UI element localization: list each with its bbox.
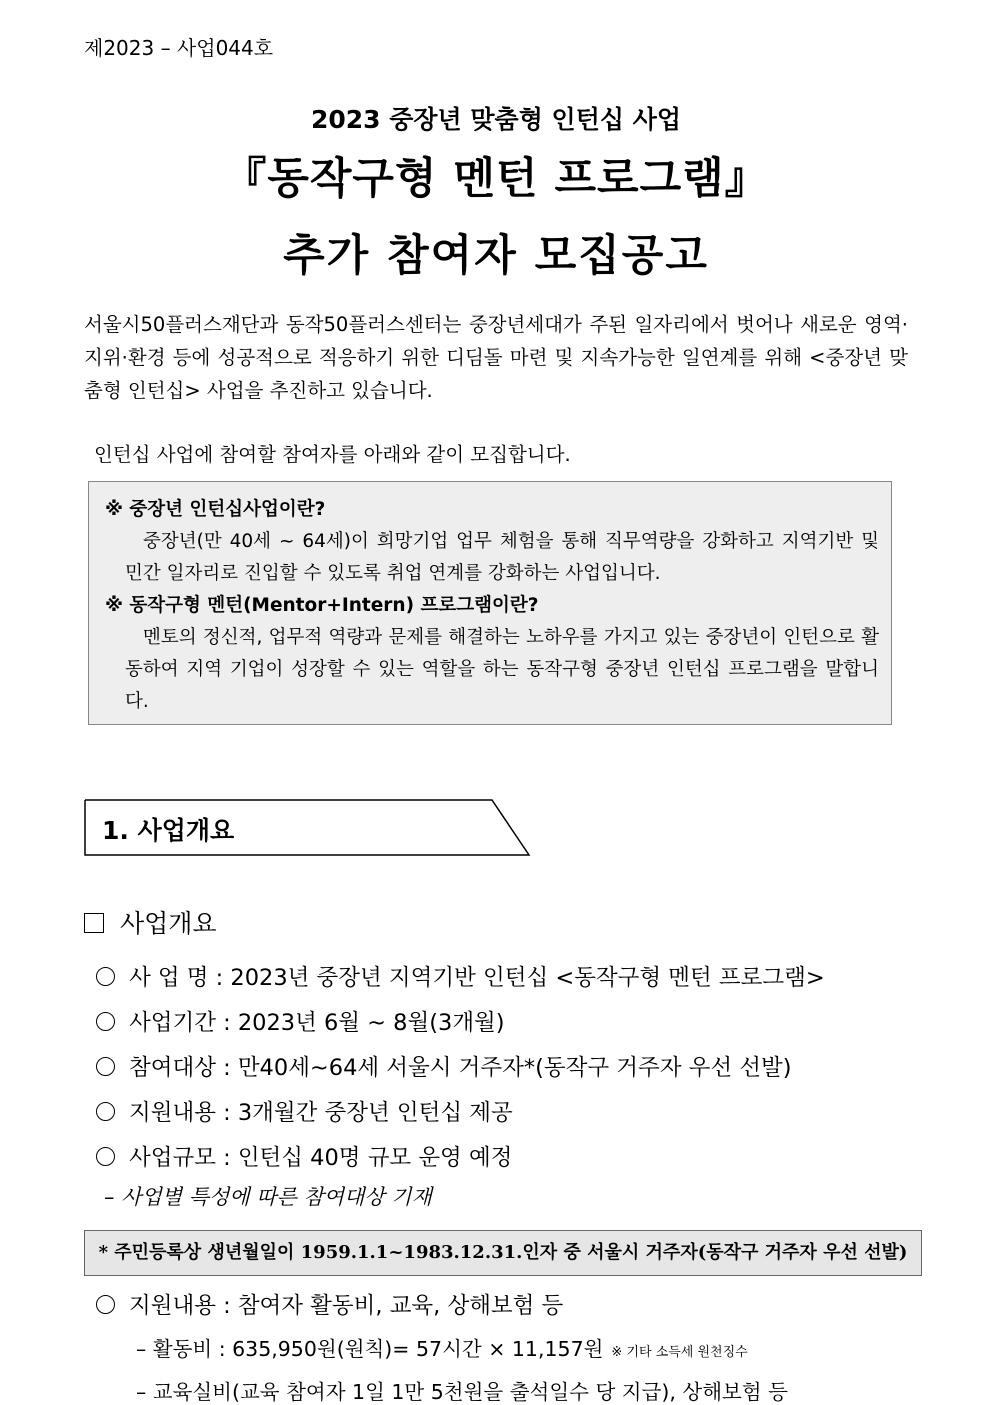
circle-bullet-icon (96, 1147, 115, 1166)
square-bullet-icon (84, 913, 104, 933)
eligibility-highlight: * 주민등록상 생년월일이 1959.1.1~1983.12.31.인자 중 서울시 거주자(동작구 거주자 우선 선발) (84, 1230, 922, 1276)
overview-heading (84, 906, 217, 942)
activity-fee-item (136, 1332, 748, 1362)
info-question-internship: ※ 중장년 인턴십사업이란? (105, 499, 326, 520)
circle-bullet-icon (96, 1057, 115, 1076)
list-item-text: 지원내용 : 3개월간 중장년 인턴십 제공 (129, 1100, 513, 1126)
program-title-small: 2023 중장년 맞춤형 인턴십 사업 (310, 105, 682, 134)
education-fee-item: – 교육실비(교육 참여자 1일 1만 5천원을 출석일수 당 지급), 상해보험 등 (136, 1380, 788, 1404)
circle-bullet-icon (96, 967, 115, 986)
list-item (96, 1001, 825, 1046)
section-title: 1. 사업개요 (102, 816, 235, 845)
program-title-main: 『동작구형 멘턴 프로그램』 (223, 154, 769, 204)
support-text: 지원내용 : 참여자 활동비, 교육, 상해보험 등 (129, 1293, 564, 1319)
list-item-text: 사업기간 : 2023년 6월 ~ 8월(3개월) (129, 1010, 505, 1036)
activity-fee-text: – 활동비 : 635,950원(원칙)= 57시간 × 11,157원 (136, 1337, 604, 1361)
info-answer-internship: 중장년(만 40세 ~ 64세)이 희망기업 업무 체험을 통해 직무역량을 강화하고 지역기반 및 민간 일자리로 진입할 수 있도록 취업 연계를 강화하는 사업입니다. (125, 531, 879, 584)
circle-bullet-icon (96, 1102, 115, 1121)
recruit-sentence: 인턴십 사업에 참여할 참여자를 아래와 같이 모집합니다. (94, 443, 571, 466)
section-header (84, 799, 534, 857)
list-item (96, 1091, 825, 1136)
circle-bullet-icon (96, 1295, 115, 1314)
list-item (96, 956, 825, 1001)
overview-list (96, 956, 825, 1181)
tax-note: ※ 기타 소득세 원천징수 (611, 1345, 748, 1360)
list-item-text: 참여대상 : 만40세~64세 서울시 거주자*(동작구 거주자 우선 선발) (129, 1055, 792, 1081)
intro-paragraph: 서울시50플러스재단과 동작50플러스센터는 중장년세대가 주된 일자리에서 벗어나 새로운 영역·지위·환경 등에 성공적으로 적응하기 위한 디딤돌 마련 및 지속가능한 일연계를 위해 <중장년 맞춤형 인턴십> 사업을 추진하고 있습니다. (84, 313, 908, 402)
recruitment-title: 추가 참여자 모집공고 (283, 231, 709, 281)
info-box (88, 481, 892, 725)
overview-heading-label: 사업개요 (120, 909, 217, 938)
target-note: – 사업별 특성에 따른 참여대상 기재 (104, 1185, 432, 1209)
list-item-text: 사 업 명 : 2023년 중장년 지역기반 인턴십 <동작구형 멘턴 프로그램> (129, 965, 825, 991)
info-question-menteon: ※ 동작구형 멘턴(Mentor+Intern) 프로그램이란? (105, 595, 539, 616)
list-item (96, 1136, 825, 1181)
list-item (96, 1046, 825, 1091)
info-answer-menteon: 멘토의 정신적, 업무적 역량과 문제를 해결하는 노하우를 가지고 있는 중장년이 인턴으로 활동하여 지역 기업이 성장할 수 있는 역할을 하는 동작구형 중장년 인턴십 프로그램을 말합니다. (125, 627, 879, 712)
support-item (96, 1284, 563, 1329)
document-number: 제2023 – 사업044호 (84, 36, 274, 60)
circle-bullet-icon (96, 1012, 115, 1031)
list-item-text: 사업규모 : 인턴십 40명 규모 운영 예정 (129, 1145, 513, 1171)
